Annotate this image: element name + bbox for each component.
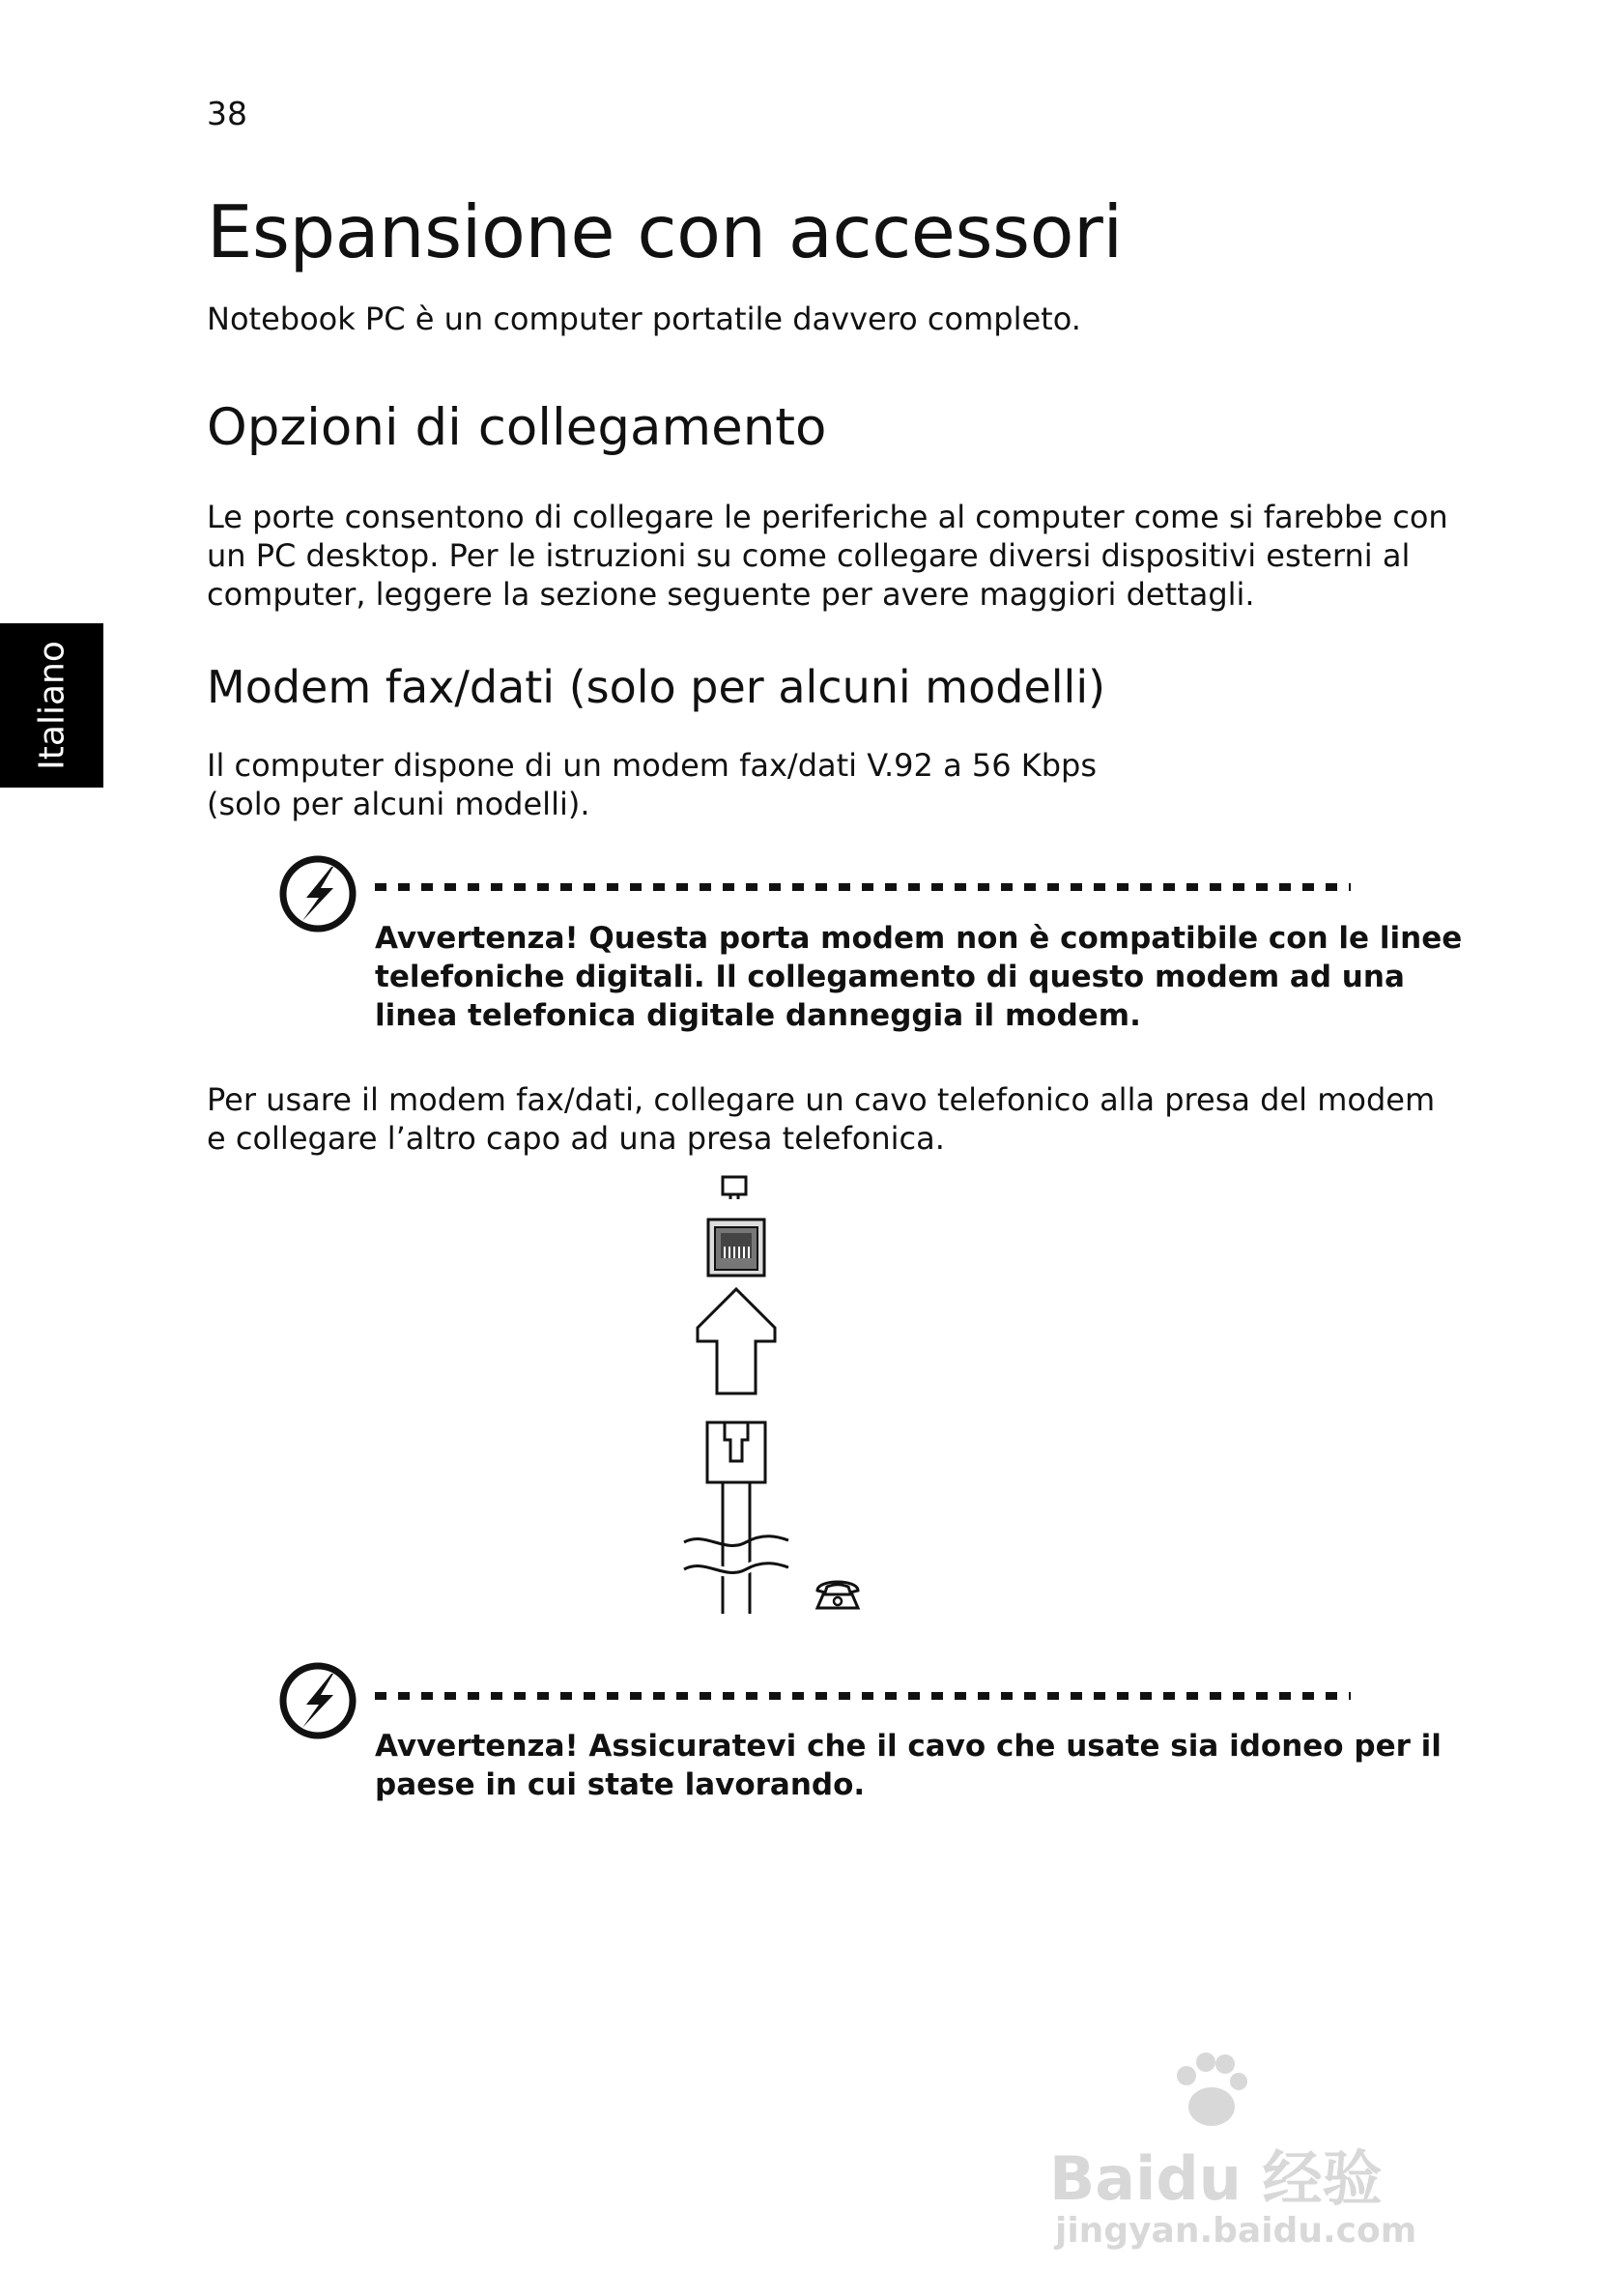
paragraph-line: (solo per alcuni modelli). [207, 786, 590, 822]
modem-jack [708, 1220, 764, 1276]
modem-port-icon [723, 1177, 746, 1199]
paragraph-line: Per usare il modem fax/dati, collegare un cavo telefonico alla presa del modem [207, 1081, 1436, 1118]
connection-paragraph [207, 498, 1448, 614]
modem-heading: Modem fax/dati (solo per alcuni modelli) [207, 661, 1106, 713]
language-side-tab [0, 623, 103, 788]
warning-box [375, 919, 1462, 1035]
warning-line: Avvertenza! Questa porta modem non è compatibile con le linee [375, 921, 1463, 956]
watermark-url: jingyan.baidu.com [1055, 2211, 1417, 2251]
telephone-icon [817, 1582, 858, 1608]
page-number: 38 [207, 95, 247, 132]
warning-box [375, 1727, 1442, 1804]
warning-divider [375, 883, 1351, 891]
modem-intro [207, 746, 1097, 823]
modem-connection-diagram [676, 1169, 889, 1623]
warning-icon [277, 1660, 358, 1745]
phone-plug [684, 1422, 788, 1614]
watermark-brand: Baidu 经验 [1049, 2143, 1383, 2214]
paragraph-line: e collegare l’altro capo ad una presa telefonica. [207, 1120, 945, 1157]
page-title: Espansione con accessori [207, 189, 1123, 274]
baidu-watermark [1049, 2049, 1494, 2271]
warning-divider [375, 1692, 1351, 1700]
side-tab-label: Italiano [32, 641, 71, 770]
subsection-title: Opzioni di collegamento [207, 398, 827, 457]
arrow-up-icon [698, 1289, 775, 1393]
warning-line: Avvertenza! Assicuratevi che il cavo che usate sia idoneo per il [375, 1729, 1442, 1764]
warning-line: paese in cui state lavorando. [375, 1767, 866, 1802]
usage-paragraph [207, 1080, 1435, 1158]
intro-text: Notebook PC è un computer portatile davvero completo. [207, 301, 1081, 337]
paragraph-line: Le porte consentono di collegare le periferiche al computer come si farebbe con [207, 499, 1448, 535]
paragraph-line: Il computer dispone di un modem fax/dati V.92 a 56 Kbps [207, 747, 1098, 784]
paragraph-line: computer, leggere la sezione seguente per avere maggiori dettagli. [207, 576, 1255, 613]
paw-icon [1165, 2049, 1252, 2136]
warning-line: linea telefonica digitale danneggia il modem. [375, 998, 1141, 1033]
paragraph-line: un PC desktop. Per le istruzioni su come collegare diversi dispositivi esterni al [207, 537, 1411, 574]
warning-icon [277, 853, 358, 938]
warning-line: telefoniche digitali. Il collegamento di questo modem ad una [375, 960, 1405, 994]
